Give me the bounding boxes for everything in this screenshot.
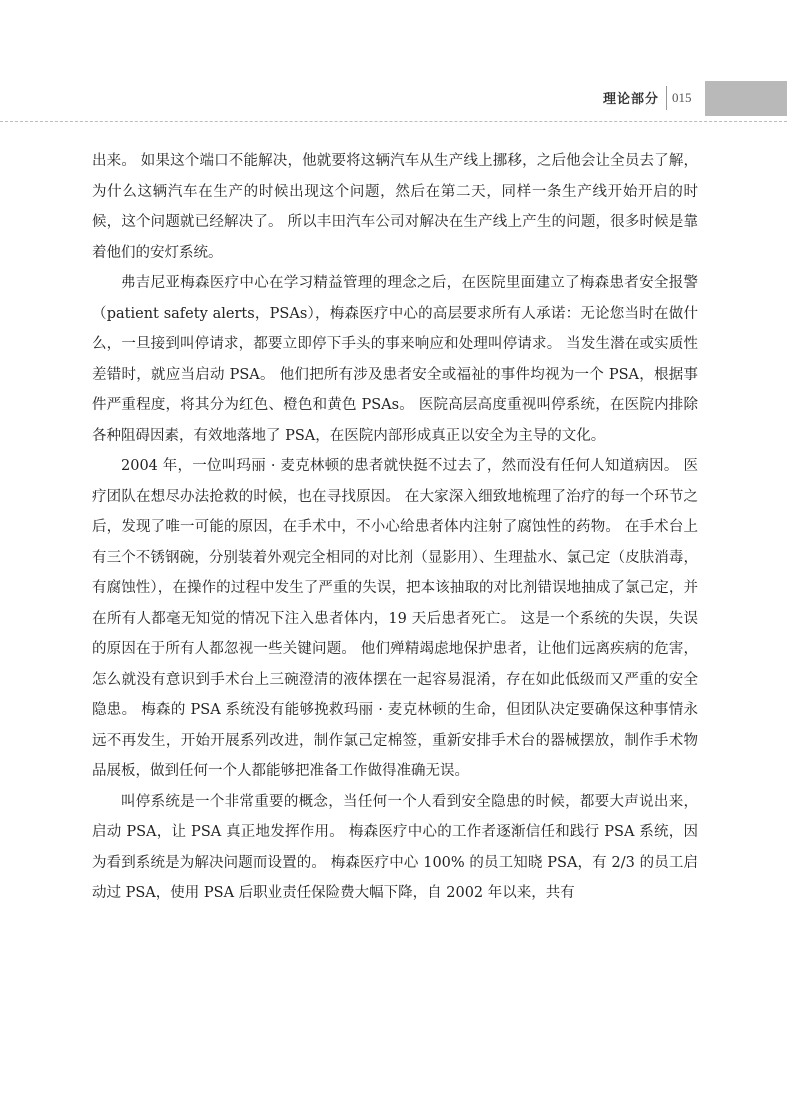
paragraph: 弗吉尼亚梅森医疗中心在学习精益管理的理念之后，在医院里面建立了梅森患者安全报警（patient safety alerts，PSAs），梅森医疗中心的高层要求所有人承诺：无论您当时在做什么，一旦接到叫停请求，都要立即停下手头的事来响应和处理叫停请求。 当发生潜在或实质性差错时，就应当启动 PSA。 他们把所有涉及患者安全或福祉的事件均视为一个 PSA，根据事件严重程度，将其分为红色、橙色和黄色 PSAs。 医院高层高度重视叫停系统，在医院内排除各种阻碍因素，有效地落地了 PSA，在医院内部形成真正以安全为主导的文化。 xyxy=(92,275,698,444)
header-divider xyxy=(0,121,787,122)
paragraph: 叫停系统是一个非常重要的概念，当任何一个人看到安全隐患的时候，都要大声说出来，启动 PSA，让 PSA 真正地发挥作用。 梅森医疗中心的工作者逐渐信任和践行 PSA 系统，因为看到系统是为解决问题而设置的。 梅森医疗中心 100% 的员工知晓 PSA，有 2/3 的员工启动过 PSA，使用 PSA 后职业责任保险费大幅下降，自 2002 年以来，共有 xyxy=(92,793,698,901)
running-title: 理论部分 xyxy=(602,92,659,107)
paragraph: 2004 年，一位叫玛丽 · 麦克林顿的患者就快挺不过去了，然而没有任何人知道病因。 医疗团队在想尽办法抢救的时候，也在寻找原因。 在大家深入细致地梳理了治疗的每一个环节之后，发现了唯一可能的原因，在手术中，不小心给患者体内注射了腐蚀性的药物。 在手术台上有三个不锈钢碗，分别装着外观完全相同的对比剂（显影用）、生理盐水、氯己定（皮肤消毒，有腐蚀性），在操作的过程中发生了严重的失误，把本该抽取的对比剂错误地抽成了氯己定，并在所有人都毫无知觉的情况下注入患者体内，19 天后患者死亡。 这是一个系统的失误，失误的原因在于所有人都忽视一些关键问题。 他们殚精竭虑地保护患者，让他们远离疾病的危害，怎么就没有意识到手术台上三碗澄清的液体摆在一起容易混淆，存在如此低级而又严重的安全隐患。 梅森的 PSA 系统没有能够挽救玛丽 · 麦克林顿的生命，但团队决定要确保这种事情永远不再发生，开始开展系列改进，制作氯己定棉签，重新安排手术台的器械摆放，制作手术物品展板，做到任何一个人都能够把准备工作做得准确无误。 xyxy=(92,458,698,779)
page-header xyxy=(0,0,787,125)
paragraph-continued: 出来。 如果这个端口不能解决，他就要将这辆汽车从生产线上挪移，之后他会让全员去了解，为什么这辆汽车在生产的时候出现这个问题，然后在第二天，同样一条生产线开始开启的时候，这个问题就已经解决了。 所以丰田汽车公司对解决在生产线上产生的问题，很多时候是靠着他们的安灯系统。 xyxy=(92,153,698,261)
header-tab-block xyxy=(705,81,787,116)
body-text xyxy=(92,146,698,909)
header-separator xyxy=(666,86,667,110)
page-number: 015 xyxy=(672,90,692,105)
